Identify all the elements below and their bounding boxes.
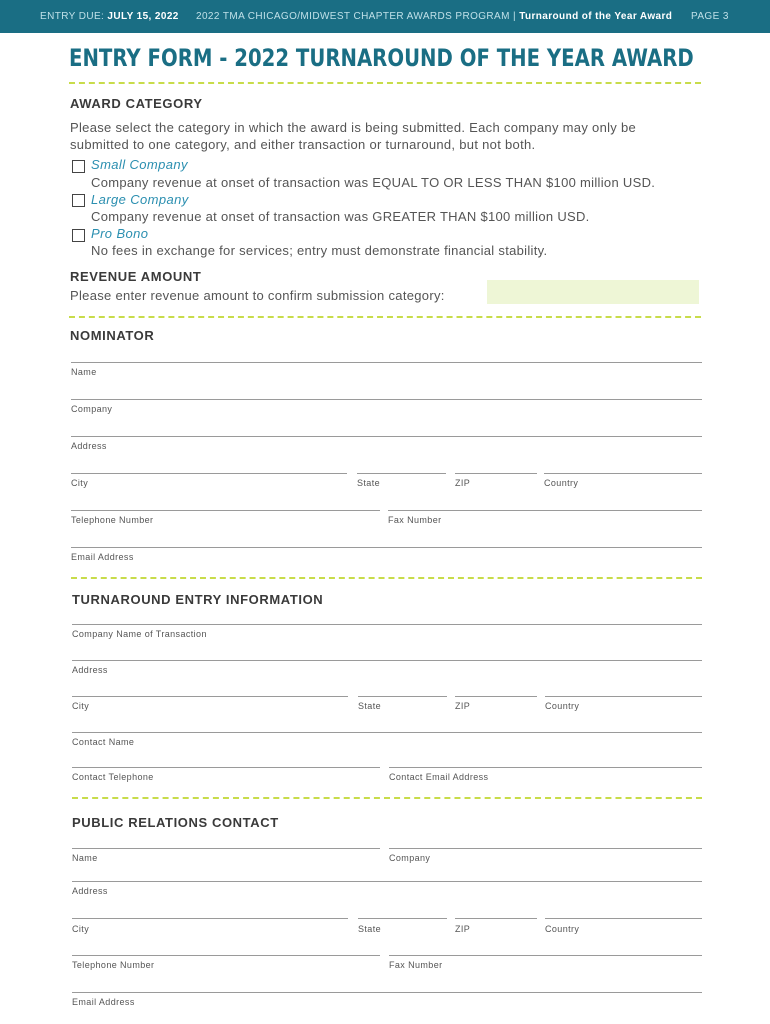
pr-fax-label: Fax Number	[389, 960, 443, 970]
nominator-company-field[interactable]	[71, 399, 702, 400]
nominator-state-label: State	[357, 478, 381, 488]
nominator-country-field[interactable]	[544, 473, 702, 474]
pro-bono-desc: No fees in exchange for services; entry must demonstrate financial stability.	[91, 243, 548, 258]
turnaround-address-field[interactable]	[72, 660, 702, 661]
divider	[69, 316, 701, 318]
pro-bono-checkbox[interactable]	[72, 229, 85, 242]
nominator-zip-field[interactable]	[455, 473, 537, 474]
page-number: PAGE 3	[691, 11, 729, 22]
pr-email-field[interactable]	[72, 992, 702, 993]
pr-state-field[interactable]	[358, 918, 447, 919]
program-name: 2022 TMA CHICAGO/MIDWEST CHAPTER AWARDS PROGRAM |	[196, 11, 517, 22]
divider	[69, 82, 701, 84]
divider	[71, 577, 702, 579]
turnaround-zip-field[interactable]	[455, 696, 537, 697]
pr-company-field[interactable]	[389, 848, 702, 849]
nominator-company-label: Company	[71, 404, 113, 414]
nominator-address-field[interactable]	[71, 436, 702, 437]
nominator-state-field[interactable]	[357, 473, 446, 474]
entry-due	[40, 11, 179, 22]
nominator-name-field[interactable]	[71, 362, 702, 363]
turnaround-company-label: Company Name of Transaction	[72, 629, 207, 639]
turnaround-contact-telephone-label: Contact Telephone	[72, 772, 154, 782]
nominator-fax-label: Fax Number	[388, 515, 442, 525]
small-company-checkbox[interactable]	[72, 160, 85, 173]
nominator-telephone-field[interactable]	[71, 510, 380, 511]
pr-company-label: Company	[389, 853, 431, 863]
pr-state-label: State	[358, 924, 382, 934]
turnaround-contact-name-field[interactable]	[72, 732, 702, 733]
large-company-desc: Company revenue at onset of transaction was GREATER THAN $100 million USD.	[91, 209, 590, 224]
turnaround-company-field[interactable]	[72, 624, 702, 625]
revenue-prompt: Please enter revenue amount to confirm submission category:	[70, 288, 445, 303]
turnaround-state-label: State	[358, 701, 382, 711]
pr-country-field[interactable]	[545, 918, 702, 919]
pr-name-field[interactable]	[72, 848, 380, 849]
award-instructions-line1: Please select the category in which the award is being submitted. Each company may only be	[70, 120, 637, 135]
revenue-input[interactable]	[487, 280, 699, 304]
nominator-email-field[interactable]	[71, 547, 702, 548]
nominator-telephone-label: Telephone Number	[71, 515, 154, 525]
pr-email-label: Email Address	[72, 997, 135, 1007]
nominator-country-label: Country	[544, 478, 579, 488]
turnaround-zip-label: ZIP	[455, 701, 471, 711]
page-title: ENTRY FORM - 2022 TURNAROUND OF THE YEAR AWARD	[69, 44, 694, 72]
nominator-zip-label: ZIP	[455, 478, 471, 488]
nominator-city-label: City	[71, 478, 89, 488]
pr-fax-field[interactable]	[389, 955, 702, 956]
nominator-address-label: Address	[71, 441, 107, 451]
nominator-city-field[interactable]	[71, 473, 347, 474]
turnaround-city-field[interactable]	[72, 696, 348, 697]
award-category-heading: AWARD CATEGORY	[70, 96, 203, 111]
pr-address-label: Address	[72, 886, 108, 896]
nominator-name-label: Name	[71, 367, 97, 377]
header-bar	[0, 0, 770, 33]
pr-contact-heading: PUBLIC RELATIONS CONTACT	[72, 815, 279, 830]
pr-telephone-field[interactable]	[72, 955, 380, 956]
pr-country-label: Country	[545, 924, 580, 934]
award-name: Turnaround of the Year Award	[519, 11, 673, 22]
entry-due-label: ENTRY DUE:	[40, 11, 105, 22]
program-title	[196, 11, 672, 22]
pr-city-label: City	[72, 924, 90, 934]
entry-due-date: JULY 15, 2022	[107, 11, 179, 22]
nominator-fax-field[interactable]	[388, 510, 702, 511]
large-company-checkbox[interactable]	[72, 194, 85, 207]
award-instructions-line2: submitted to one category, and either transaction or turnaround, but not both.	[70, 137, 536, 152]
pro-bono-label[interactable]: Pro Bono	[91, 226, 149, 241]
pr-address-field[interactable]	[72, 881, 702, 882]
turnaround-city-label: City	[72, 701, 90, 711]
pr-name-label: Name	[72, 853, 98, 863]
turnaround-contact-email-field[interactable]	[389, 767, 702, 768]
pr-zip-label: ZIP	[455, 924, 471, 934]
small-company-label[interactable]: Small Company	[91, 157, 188, 172]
turnaround-country-label: Country	[545, 701, 580, 711]
turnaround-contact-name-label: Contact Name	[72, 737, 135, 747]
turnaround-heading: TURNAROUND ENTRY INFORMATION	[72, 592, 324, 607]
pr-telephone-label: Telephone Number	[72, 960, 155, 970]
pr-zip-field[interactable]	[455, 918, 537, 919]
turnaround-address-label: Address	[72, 665, 108, 675]
turnaround-country-field[interactable]	[545, 696, 702, 697]
divider	[72, 797, 702, 799]
turnaround-contact-telephone-field[interactable]	[72, 767, 380, 768]
small-company-desc: Company revenue at onset of transaction was EQUAL TO OR LESS THAN $100 million USD.	[91, 175, 656, 190]
turnaround-contact-email-label: Contact Email Address	[389, 772, 489, 782]
large-company-label[interactable]: Large Company	[91, 192, 189, 207]
nominator-email-label: Email Address	[71, 552, 134, 562]
turnaround-state-field[interactable]	[358, 696, 447, 697]
nominator-heading: NOMINATOR	[70, 328, 155, 343]
pr-city-field[interactable]	[72, 918, 348, 919]
revenue-heading: REVENUE AMOUNT	[70, 269, 202, 284]
